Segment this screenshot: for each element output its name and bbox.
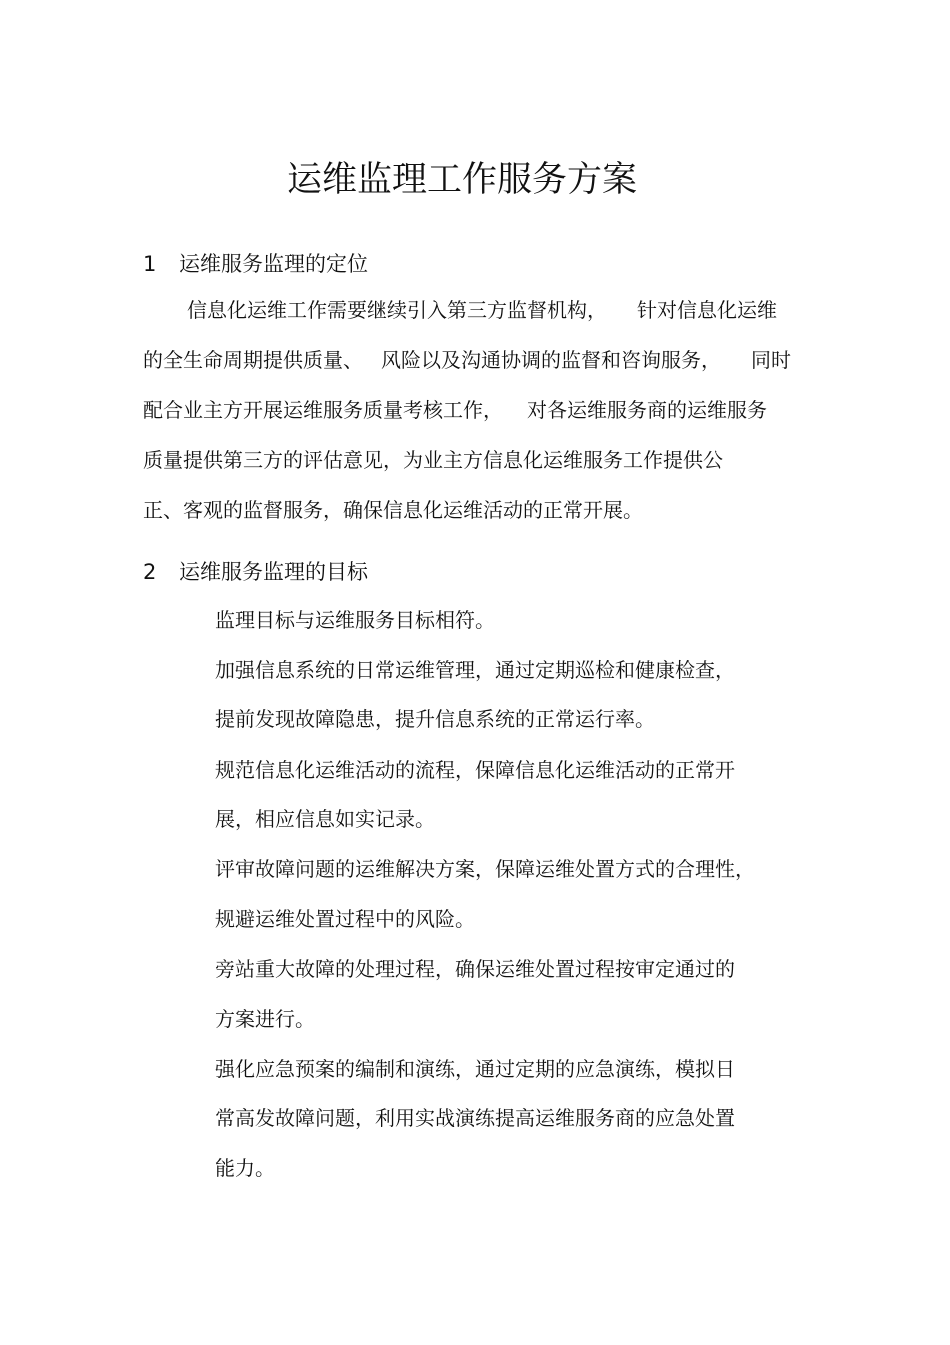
document-title: 运维监理工作服务方案 (286, 160, 637, 200)
section-2-title: 运维服务监理的目标 (179, 560, 368, 584)
goal-line-10: 强化应急预案的编制和演练，通过定期的应急演练，模拟日 (215, 1057, 735, 1081)
goal-line-7: 规避运维处置过程中的风险。 (215, 907, 475, 931)
section-1-heading (143, 249, 368, 279)
section-1-line-3 (143, 396, 767, 424)
section-1-line-5 (143, 496, 643, 524)
goal-line-8: 旁站重大故障的处理过程，确保运维处置过程按审定通过的 (215, 957, 735, 981)
goal-line-1: 监理目标与运维服务目标相符。 (215, 608, 495, 632)
text-run: 质量提供第三方的评估意见，为业主方信息化运维服务工作提供公 (143, 448, 723, 472)
goal-line-2: 加强信息系统的日常运维管理，通过定期巡检和健康检查， (215, 658, 735, 682)
goal-line-4: 规范信息化运维活动的流程，保障信息化运维活动的正常开 (215, 758, 735, 782)
section-1-line-4 (143, 446, 723, 474)
goal-line-6: 评审故障问题的运维解决方案，保障运维处置方式的合理性， (215, 857, 755, 881)
text-run: 正、客观的监督服务，确保信息化运维活动的正常开展。 (143, 498, 643, 522)
goal-line-5: 展，相应信息如实记录。 (215, 807, 435, 831)
section-1-number: 1 (143, 252, 157, 276)
section-1-title: 运维服务监理的定位 (179, 252, 368, 276)
section-1-line-2 (143, 346, 791, 374)
text-run: 风险以及沟通协调的监督和咨询服务， (381, 348, 721, 372)
section-1-line-1 (187, 296, 777, 324)
text-run: 配合业主方开展运维服务质量考核工作， (143, 398, 503, 422)
text-run: 针对信息化运维 (637, 298, 777, 322)
goal-line-9: 方案进行。 (215, 1007, 315, 1031)
goal-line-12: 能力。 (215, 1156, 275, 1180)
goal-line-11: 常高发故障问题，利用实战演练提高运维服务商的应急处置 (215, 1106, 735, 1130)
text-run: 同时 (751, 348, 791, 372)
section-2-heading (143, 557, 368, 587)
text-run: 的全生命周期提供质量、 (143, 348, 363, 372)
goal-line-3: 提前发现故障隐患，提升信息系统的正常运行率。 (215, 707, 655, 731)
text-run: 信息化运维工作需要继续引入第三方监督机构， (187, 298, 607, 322)
section-2-number: 2 (143, 560, 157, 584)
text-run: 对各运维服务商的运维服务 (527, 398, 767, 422)
